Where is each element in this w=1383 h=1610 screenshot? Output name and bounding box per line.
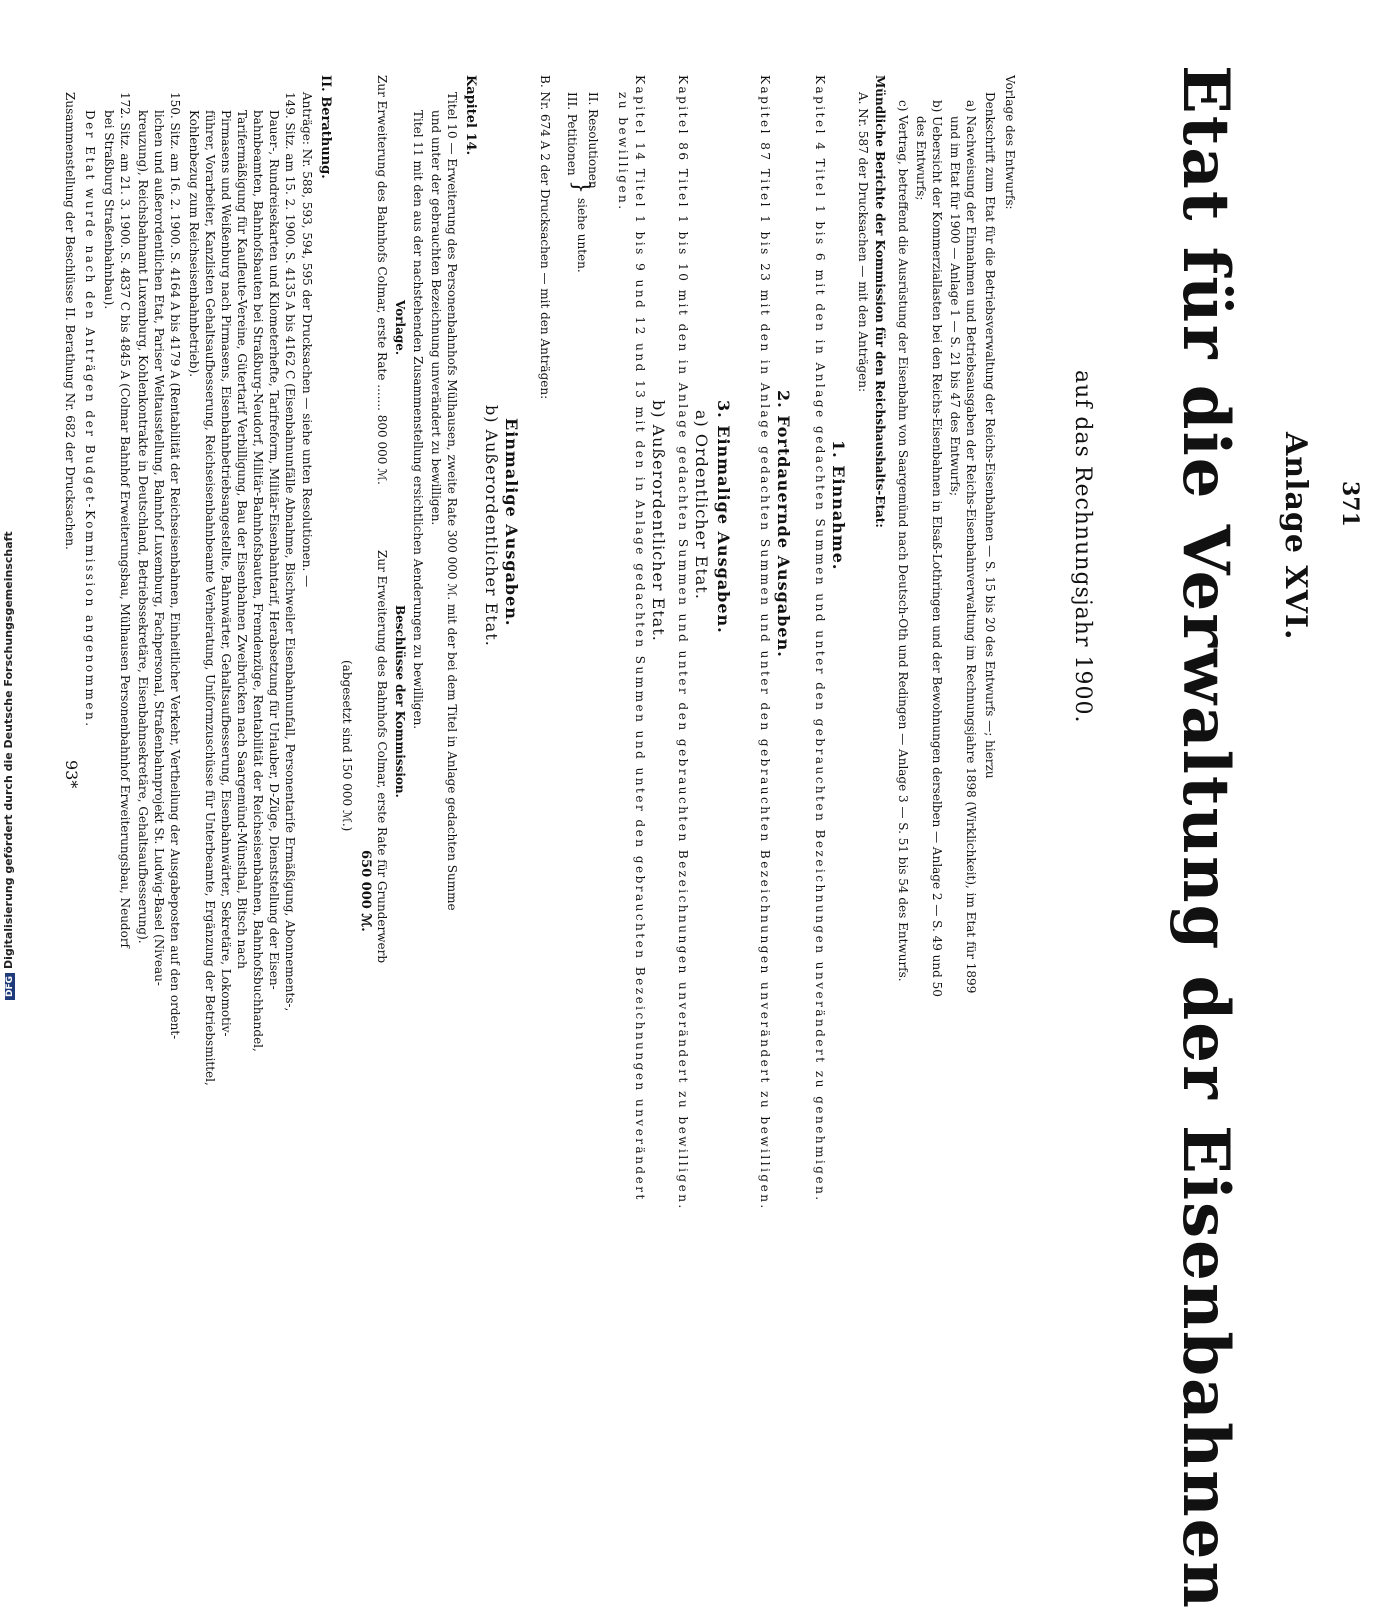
resolutionen-line: II. Resolutionen (586, 92, 600, 189)
muendliche-berichte: Mündliche Berichte der Kommission für den Reichshaushalts-Etat: (873, 75, 887, 528)
vorlage-column-heading: Vorlage. (393, 300, 407, 356)
kapitel4-line: Kapitel 4 Titel 1 bis 6 mit den in Anlage gedachten Summen und unter den gebrauchten Bezeichnungen unverändert zu genehmigen. (813, 75, 827, 1203)
sitzung172-line2: bei Straßburg Straßenbahnbau). (102, 110, 116, 310)
ausserordentlicher-etat-heading: b) Außerordentlicher Etat. (649, 400, 668, 642)
section-fortdauernde: 2. Fortdauernde Ausgaben. (774, 390, 793, 658)
page-number: 371 (1337, 481, 1363, 527)
sitzung150-line2: lichen und außerordentlichen Etat, Pariser Weltausstellung, Bahnhof Luxemburg, Fachpersonal, Straßenbahnprojekt St. Ludwig-Basel (Niveau- (152, 110, 166, 986)
sitzung149-line2: Dauer-, Rundreisekarten und Kilometerhefte, Tarifreform, Militär-Eisenbahntarif, Herabsetzung für Urlauber, D-Züge, Dienststellung der Eisen- (267, 110, 281, 990)
sitzung172-line1: 172. Sitz. am 21. 3. 1900. S. 4837 C bis 4845 A (Colmar Bahnhof Erweiterungsbau, Mülhausen Personenbahnhof Erweiterungsbau, Neudorf (118, 92, 132, 949)
kapitel14-heading: Kapitel 14. (463, 75, 478, 156)
footer-page-number: 93* (62, 760, 81, 789)
zusammenstellung-line: Zusammenstellung der Beschlüsse II. Berathung Nr. 682 der Drucksachen. (63, 92, 77, 550)
beschluss-line: Zur Erweiterung des Bahnhofs Colmar, erste Rate für Grunderwerb (375, 550, 389, 964)
titel10-line2: und unter der gebrauchten Bezeichnung unverändert zu bewilligen. (429, 110, 443, 526)
sitzung149-line6: führer, Vorarbeiter, Kanzlisten Gehaltsaufbesserung, Reichseisenbahnbeamte Verheiratung, Uniformzuschüsse für Unterbeamte, Ergänzung der Betriebsmittel, (203, 110, 217, 1086)
dfg-logo: DFG (5, 973, 15, 1000)
beschluesse-column-heading: Beschlüsse der Kommission. (393, 605, 407, 798)
item-b-line1: b) Uebersicht der Kommerziallasten bei den Reichs-Eisenbahnen in Elsaß-Lothringen und der Bewohnungen derselben — Anlage 2 — S. 49 und 50 (930, 100, 944, 997)
antraege-line: Anträge: Nr. 588, 593, 594, 595 der Drucksachen — siehe unten Resolutionen. — (300, 92, 314, 588)
sitzung149-line3: bahnbeamten, Bahnhofsbauten bei Straßburg-Neudorf, Militär-Bahnhofsbauten, Fremdenzüge, Rentabilität der Reichseisenbahnen, Bahnhofsbuchhandel, (251, 110, 265, 1052)
document-title: Etat für die Verwaltung der Eisenbahnen (1168, 65, 1243, 1610)
sitzung150-line3: kreuzung), Reichsbahnamt Luxemburg, Kohlenkontrakte in Deutschland, Betriebssekretäre, Eisenbahnsekretäre, Gehaltsaufbesserung). (136, 110, 150, 944)
nr674-line: B. Nr. 674 A 2 der Drucksachen — mit den Anträgen: (538, 75, 552, 400)
titel10-line1: Titel 10 — Erweiterung des Personenbahnhofs Mülhausen, zweite Rate 300 000 ℳ. mit der bei dem Titel in Anlage gedachten Summe (445, 92, 459, 911)
kapitel14-line1: Kapitel 14 Titel 1 bis 9 und 12 und 13 mit den in Anlage gedachten Summen und unter den gebrauchten Bezeichnungen unverändert (633, 75, 647, 1202)
digitization-credit-text: Digitalisierung gefördert durch die Deutsche Forschungsgemeinschaft (2, 531, 15, 969)
bracket-glyph: } (568, 180, 593, 194)
einmalige-subheading: b) Außerordentlicher Etat. (482, 405, 501, 647)
etat-angenommen-line: Der Etat wurde nach den Anträgen der Budget-Kommission angenommen. (83, 110, 97, 729)
vorlage-amount-line: Zur Erweiterung des Bahnhofs Colmar, erste Rate ....... 800 000 ℳ. (375, 75, 389, 485)
item-a-line1: a) Nachweisung der Einnahmen und Betriebsausgaben der Reichs-Eisenbahnverwaltung im Rechnungsjahre 1898 (Wirklichkeit), im Etat für 1899 (964, 100, 978, 994)
beratung-heading: II. Berathung. (318, 75, 333, 179)
section-einmalige: 3. Einmalige Ausgaben. (714, 400, 733, 634)
denkschrift-line: Denkschrift zum Etat für die Betriebsverwaltung der Reichs-Eisenbahnen — S. 15 bis 20 des Entwurfs —; hierzu (983, 92, 997, 779)
beschluss-amount: 650 000 ℳ. (358, 850, 373, 932)
item-a-line2: und im Etat für 1900 — Anlage 1 — S. 21 bis 47 des Entwurfs; (948, 116, 962, 497)
item-c-line: c) Vertrag, betreffend die Ausrüstung der Eisenbahn von Saargemünd nach Deutsch-Oth und Redingen — Anlage 3 — S. 51 bis 54 des Entwurfs. (896, 100, 910, 982)
titel11-line: Titel 11 mit den aus der nachstehenden Zusammenstellung ersichtlichen Aenderungen zu bewilligen. (411, 110, 425, 730)
nr587-line: A. Nr. 587 der Drucksachen — mit den Anträgen: (856, 92, 870, 393)
ordentlicher-etat-heading: a) Ordentlicher Etat. (692, 410, 711, 600)
kapitel86-line: Kapitel 86 Titel 1 bis 10 mit den in Anlage gedachten Summen und unter den gebrauchten Bezeichnungen unverändert zu bewilligen. (676, 75, 690, 1211)
einmalige-ausgaben-heading: Einmalige Ausgaben. (502, 418, 521, 627)
sitzung149-line5: Pirmasens und Weißenburg nach Pirmasens, Eisenbahnbetriebsangestellte, Bahnwärter, Gehaltsaufbesserung, Eisenbahnwärter, Sekretäre, Lokomotiv- (219, 110, 233, 1037)
document-subtitle: auf das Rechnungsjahr 1900. (1070, 370, 1095, 724)
digitization-credit (2, 0, 20, 1000)
vorlage-heading: Vorlage des Entwurfs: (1003, 75, 1017, 210)
item-b-line2: des Entwurfs; (914, 116, 928, 201)
abgesetzt-note: (abgesetzt sind 150 000 ℳ.) (340, 660, 354, 832)
kapitel14-line2: zu bewilligen. (616, 92, 630, 212)
section-einnahme: 1. Einnahme. (829, 440, 848, 571)
annex-heading: Anlage XVI. (1278, 432, 1313, 641)
petitionen-line: III. Petitionen (565, 92, 579, 176)
sitzung149-line7: Kohlenbezug zum Reichseisenbahnbetrieb). (187, 110, 201, 378)
siehe-unten: siehe unten. (575, 198, 589, 273)
sitzung150-line1: 150. Sitz. am 16. 2. 1900. S. 4164 A bis 4179 A (Rentabilität der Reichseisenbahnen, Einheitlicher Verkehr, Vertheilung der Ausgabeposten auf den ordent- (168, 92, 182, 1040)
sitzung149-line1: 149. Sitz. am 15. 2. 1900. S. 4135 A bis 4162 C (Eisenbahnunfälle Abnahme, Bischweiler Eisenbahnunfall, Personentarife Ermäßigung, Abonnements-, (283, 92, 297, 1012)
sitzung149-line4: Tarifermäßigung für Kaufleute-Vereine, Gütertarif Verbilligung, Bau der Eisenbahnen Zweibrücken nach Saargemünd-Münsthal, Bitsch nach (235, 110, 249, 969)
kapitel87-line: Kapitel 87 Titel 1 bis 23 mit den in Anlage gedachten Summen und unter den gebrauchten Bezeichnungen unverändert zu bewilligen. (758, 75, 772, 1211)
